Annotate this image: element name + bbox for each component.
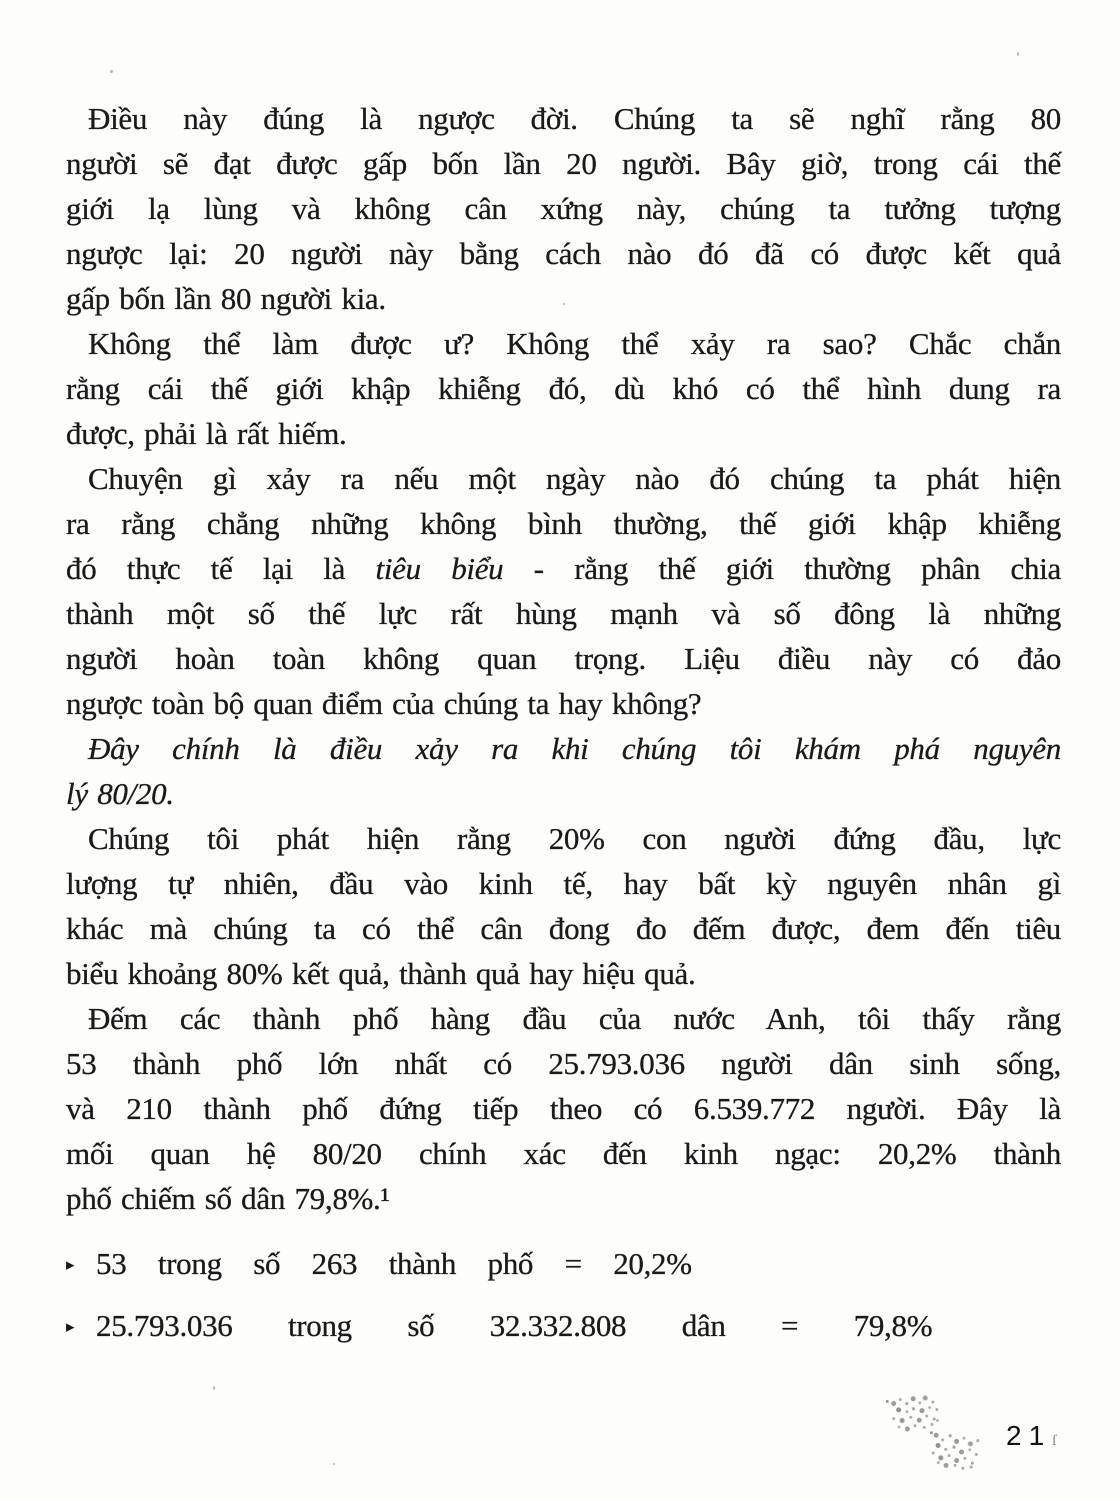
text-line: Không thể làm được ư? Không thể xảy ra sao? Chắc chắn xyxy=(88,326,1061,361)
text-line: Chúng tôi phát hiện rằng 20% con người đứng đầu, lực xyxy=(88,821,1061,856)
text-line: lý 80/20. xyxy=(66,776,174,811)
paper-speck xyxy=(1017,52,1019,56)
bullet-item xyxy=(66,1241,1061,1291)
paper-speck xyxy=(333,1463,335,1465)
text-line: người sẽ đạt được gấp bốn lần 20 người. Bây giờ, trong cái thế xyxy=(66,146,1061,181)
text-line: người hoàn toàn không quan trọng. Liệu điều này có đảo xyxy=(66,641,1061,676)
paper-speck xyxy=(563,303,565,305)
bullet-text: 53 trong số 263 thành phố = 20,2% xyxy=(96,1246,692,1281)
paper-speck xyxy=(213,1386,215,1390)
text-line: Đây chính là điều xảy ra khi chúng tôi khám phá nguyên xyxy=(88,731,1061,766)
bullet-triangle-icon: ▸ xyxy=(66,1317,75,1336)
text-line: đó thực tế lại là tiêu biểu - rằng thế giới thường phân chia xyxy=(66,551,1061,586)
text-line: gấp bốn lần 80 người kia. xyxy=(66,281,386,316)
paper-speck xyxy=(110,70,113,73)
text-line: được, phải là rất hiếm. xyxy=(66,416,347,451)
text-line: rằng cái thế giới khập khiễng đó, dù khó có thể hình dung ra xyxy=(66,371,1061,406)
text-line: Đếm các thành phố hàng đầu của nước Anh, tôi thấy rằng xyxy=(88,1001,1061,1036)
text-line: ngược toàn bộ quan điểm của chúng ta hay không? xyxy=(66,686,702,721)
text-line: lượng tự nhiên, đầu vào kinh tế, hay bất kỳ nguyên nhân gì xyxy=(66,866,1061,901)
text-line: giới lạ lùng và không cân xứng này, chúng ta tưởng tượng xyxy=(66,191,1061,226)
text-line: phố chiếm số dân 79,8%.¹ xyxy=(66,1181,390,1216)
ink-smudge xyxy=(926,1431,987,1473)
page-number-ink-mark: ſ xyxy=(1052,1433,1057,1449)
text-line: mối quan hệ 80/20 chính xác đến kinh ngạc: 20,2% thành xyxy=(66,1136,1061,1171)
text-line: biểu khoảng 80% kết quả, thành quả hay hiệu quả. xyxy=(66,956,696,991)
text-block xyxy=(66,96,1061,1353)
text-line: ra rằng chẳng những không bình thường, thế giới khập khiễng xyxy=(66,506,1061,541)
text-line: khác mà chúng ta có thể cân đong đo đếm được, đem đến tiêu xyxy=(66,911,1061,946)
text-line: ngược lại: 20 người này bằng cách nào đó đã có được kết quả xyxy=(66,236,1061,271)
bullet-text: 25.793.036 trong số 32.332.808 dân = 79,8% xyxy=(96,1308,933,1343)
bullet-item xyxy=(66,1303,1061,1353)
text-line: thành một số thế lực rất hùng mạnh và số đông là những xyxy=(66,596,1061,631)
page-number-value: 21 xyxy=(1006,1420,1052,1451)
text-line: 53 thành phố lớn nhất có 25.793.036 người dân sinh sống, xyxy=(66,1046,1061,1081)
text-line: Điều này đúng là ngược đời. Chúng ta sẽ nghĩ rằng 80 xyxy=(88,101,1061,136)
page-number xyxy=(1006,1420,1056,1452)
text-line: Chuyện gì xảy ra nếu một ngày nào đó chúng ta phát hiện xyxy=(88,461,1061,496)
bullet-triangle-icon: ▸ xyxy=(66,1255,75,1274)
text-line: và 210 thành phố đứng tiếp theo có 6.539.772 người. Đây là xyxy=(66,1091,1061,1126)
